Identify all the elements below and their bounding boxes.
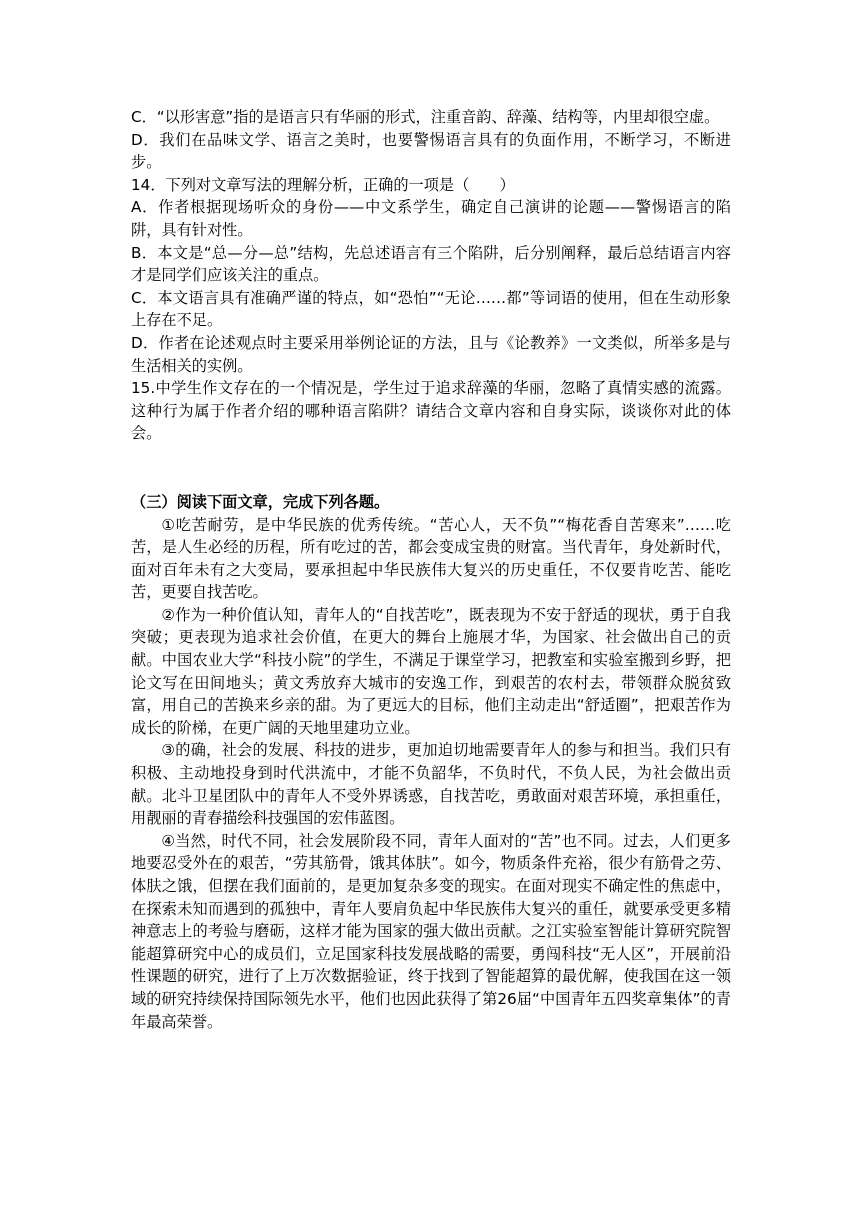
q13-option-d: D．我们在品味文学、语言之美时，也要警惕语言具有的负面作用，不断学习，不断进步。 bbox=[131, 130, 731, 172]
section3-paragraph-4: ④当然，时代不同，社会发展阶段不同，青年人面对的“苦”也不同。过去，人们更多地要忍受外在的艰苦，“劳其筋骨，饿其体肤”。如今，物质条件充裕，很少有筋骨之劳、体肤之饿，但摆在我们面前的，是更加复杂多变的现实。在面对现实不确定性的焦虑中，在探索未知而遇到的孤独中，青年人要肩负起中华民族伟大复兴的重任，就要承受更多精神意志上的考验与磨砺，这样才能为国家的强大做出贡献。之江实验室智能计算研究院智能超算研究中心的成员们，立足国家科技发展战略的需要，勇闯科技“无人区”，开展前沿性课题的研究，进行了上万次数据验证，终于找到了智能超算的最优解，使我国在这一领域的研究持续保持国际领先水平，他们也因此获得了第26届“中国青年五四奖章集体”的青年最高荣誉。 bbox=[131, 831, 731, 1031]
q15-question: 15.中学生作文存在的一个情况是，学生过于追求辞藻的华丽，忽略了真情实感的流露。这种行为属于作者介绍的哪种语言陷阱？请结合文章内容和自身实际，谈谈你对此的体会。 bbox=[131, 379, 731, 443]
q13-option-c: C．“以形害意”指的是语言只有华丽的形式，注重音韵、辞藻、结构等，内里却很空虚。 bbox=[131, 108, 720, 126]
q14-option-d: D．作者在论述观点时主要采用举例论证的方法，且与《论教养》一文类似，所举多是与生活相关的实例。 bbox=[131, 333, 731, 375]
q14-stem: 14．下列对文章写法的理解分析，正确的一项是（ ） bbox=[131, 175, 515, 194]
section3-paragraph-3: ③的确，社会的发展、科技的进步，更加迫切地需要青年人的参与和担当。我们只有积极、主动地投身到时代洪流中，才能不负韶华，不负时代，不负人民，为社会做出贡献。北斗卫星团队中的青年人不受外界诱惑，自找苦吃，勇敢面对艰苦环境，承担重任，用靓丽的青春描绘科技强国的宏伟蓝图。 bbox=[131, 741, 731, 828]
section3-heading: （三）阅读下面文章，完成下列各题。 bbox=[131, 492, 390, 511]
q14-option-a: A．作者根据现场听众的身份——中文系学生，确定自己演讲的论题——警惕语言的陷阱，具有针对性。 bbox=[131, 198, 731, 239]
section3-paragraph-1: ①吃苦耐劳，是中华民族的优秀传统。“苦心人，天不负”“梅花香自苦寒来”……吃苦，是人生必经的历程，所有吃过的苦，都会变成宝贵的财富。当代青年，身处新时代，面对百年未有之大变局，要承担起中华民族伟大复兴的历史重任，不仅要肯吃苦、能吃苦，更要自找苦吃。 bbox=[131, 515, 731, 602]
document-page bbox=[131, 106, 731, 1033]
q14-option-b: B．本文是“总—分—总”结构，先总述语言有三个陷阱，后分别阐释，最后总结语言内容才是同学们应该关注的重点。 bbox=[131, 243, 731, 285]
section3-paragraph-2: ②作为一种价值认知，青年人的“自找苦吃”，既表现为不安于舒适的现状，勇于自我突破；更表现为追求社会价值，在更大的舞台上施展才华，为国家、社会做出自己的贡献。中国农业大学“科技小院”的学生，不满足于课堂学习，把教室和实验室搬到乡野，把论文写在田间地头；黄文秀放弃大城市的安逸工作，到艰苦的农村去，带领群众脱贫致富，用自己的苦换来乡亲的甜。为了更远大的目标，他们主动走出“舒适圈”，把艰苦作为成长的阶梯，在更广阔的天地里建功立业。 bbox=[131, 605, 731, 737]
q14-option-c: C．本文语言具有准确严谨的特点，如“恐怕”“无论……都”等词语的使用，但在生动形象上存在不足。 bbox=[131, 288, 731, 330]
